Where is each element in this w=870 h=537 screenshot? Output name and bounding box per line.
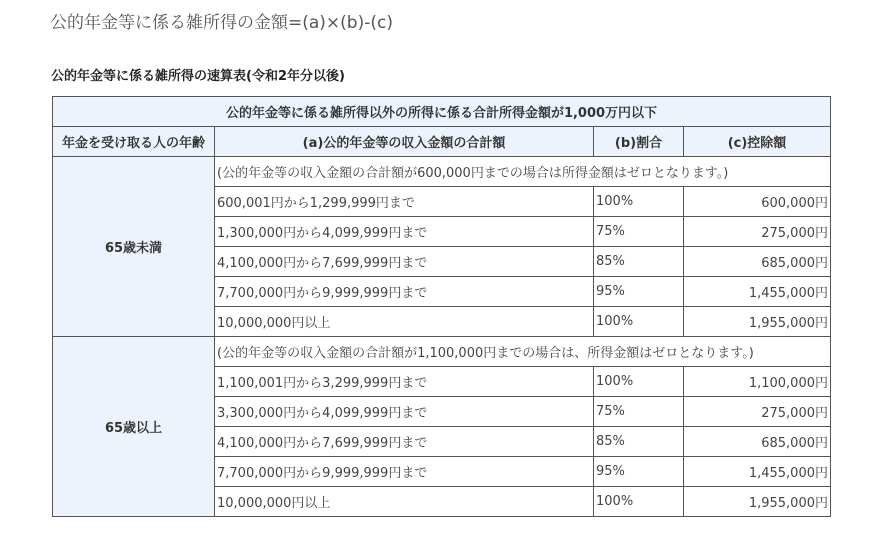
income-range: 10,000,000円以上 <box>215 487 594 517</box>
zero-income-note: (公的年金等の収入金額の合計額が1,100,000円までの場合は、所得金額はゼロとなります。) <box>215 337 831 367</box>
deduction-cell: 1,455,000円 <box>684 277 831 307</box>
rate-cell: 100% <box>594 307 684 337</box>
income-range: 1,300,000円から4,099,999円まで <box>215 217 594 247</box>
income-range: 10,000,000円以上 <box>215 307 594 337</box>
age-group-under-65: 65歳未満 <box>53 157 215 337</box>
deduction-cell: 685,000円 <box>684 427 831 457</box>
income-range: 600,001円から1,299,999円まで <box>215 187 594 217</box>
deduction-cell: 1,955,000円 <box>684 487 831 517</box>
header-deduction: (c)控除額 <box>684 127 831 157</box>
deduction-cell: 1,955,000円 <box>684 307 831 337</box>
rate-cell: 85% <box>594 427 684 457</box>
deduction-cell: 275,000円 <box>684 397 831 427</box>
rate-cell: 95% <box>594 457 684 487</box>
income-range: 4,100,000円から7,699,999円まで <box>215 427 594 457</box>
deduction-cell: 685,000円 <box>684 247 831 277</box>
header-income-total: (a)公的年金等の収入金額の合計額 <box>215 127 594 157</box>
column-header-row <box>53 127 831 157</box>
deduction-cell: 600,000円 <box>684 187 831 217</box>
deduction-cell: 275,000円 <box>684 217 831 247</box>
formula-heading: 公的年金等に係る雑所得の金額=(a)×(b)-(c) <box>50 13 393 33</box>
rate-cell: 75% <box>594 217 684 247</box>
table-caption: 公的年金等に係る雑所得の速算表(令和2年分以後) <box>51 69 345 84</box>
income-range: 4,100,000円から7,699,999円まで <box>215 247 594 277</box>
banner-row <box>53 97 831 127</box>
deduction-cell: 1,100,000円 <box>684 367 831 397</box>
rate-cell: 100% <box>594 187 684 217</box>
age-group-65-and-over: 65歳以上 <box>53 337 215 517</box>
rate-cell: 85% <box>594 247 684 277</box>
deduction-cell: 1,455,000円 <box>684 457 831 487</box>
rate-cell: 100% <box>594 487 684 517</box>
table-row <box>53 157 831 187</box>
table-row <box>53 337 831 367</box>
rate-cell: 75% <box>594 397 684 427</box>
rate-cell: 100% <box>594 367 684 397</box>
income-range: 3,300,000円から4,099,999円まで <box>215 397 594 427</box>
income-range: 1,100,001円から3,299,999円まで <box>215 367 594 397</box>
rate-cell: 95% <box>594 277 684 307</box>
income-range: 7,700,000円から9,999,999円まで <box>215 457 594 487</box>
zero-income-note: (公的年金等の収入金額の合計額が600,000円までの場合は所得金額はゼロとなります。) <box>215 157 831 187</box>
header-age: 年金を受け取る人の年齢 <box>53 127 215 157</box>
pension-income-quick-calc-table <box>52 96 831 517</box>
banner-header: 公的年金等に係る雑所得以外の所得に係る合計所得金額が1,000万円以下 <box>53 97 831 127</box>
income-range: 7,700,000円から9,999,999円まで <box>215 277 594 307</box>
header-rate: (b)割合 <box>594 127 684 157</box>
